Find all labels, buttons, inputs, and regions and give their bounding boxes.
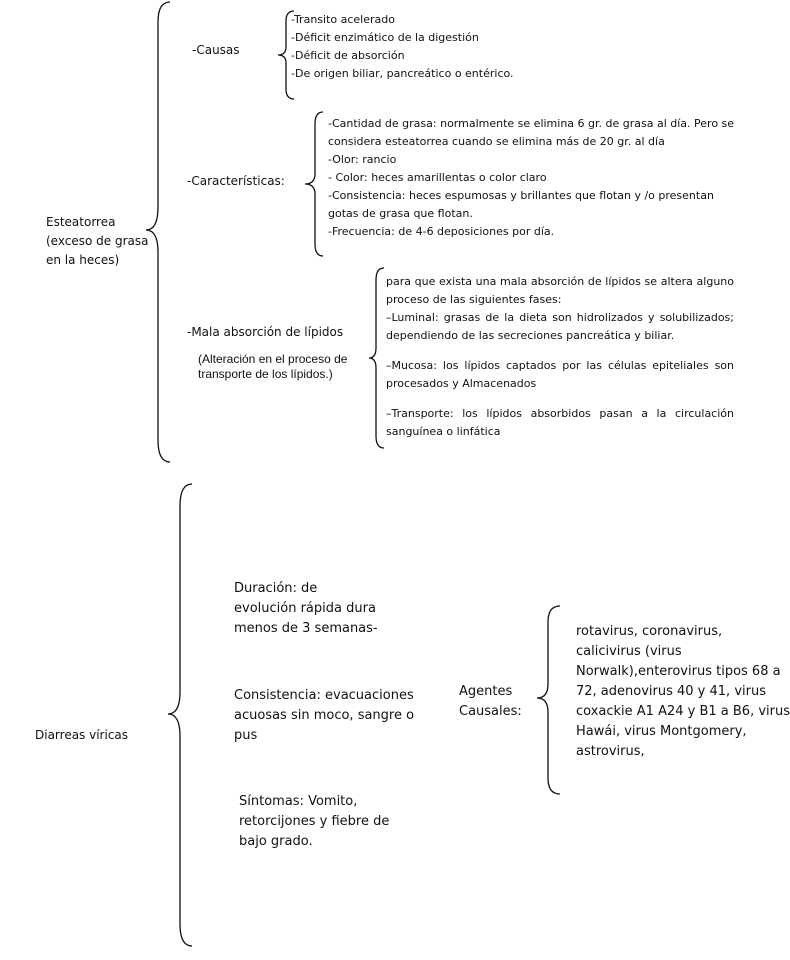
agentes-line: rotavirus, coronavirus, [576, 624, 723, 639]
causas-list [291, 11, 514, 83]
diarreas-title: Diarreas víricas [35, 728, 129, 742]
fase-mucosa [386, 357, 734, 393]
sintomas-block [239, 792, 389, 852]
sintomas-line: retorcijones y fiebre de [239, 814, 390, 829]
consistencia-line: acuosas sin moco, sangre o [234, 708, 415, 723]
mala-absorcion-note-1: (Alteración en el proceso de [198, 352, 348, 366]
caracteristicas-item: gotas de grasa que flotan. [328, 207, 473, 220]
mala-absorcion-note [198, 352, 347, 382]
agentes-line: astrovirus, [576, 744, 645, 759]
caracteristicas-label: -Características: [187, 174, 285, 188]
caracteristicas-item: -Olor: rancio [328, 153, 397, 166]
esteatorrea-title: Esteatorrea [46, 215, 116, 229]
agentes-line: Norwalk),enterovirus tipos 68 a [576, 664, 781, 679]
fase-name: –Luminal [386, 311, 435, 324]
caracteristicas-item: -Frecuencia: de 4-6 deposiciones por día. [328, 225, 555, 238]
esteatorrea-title-block [46, 213, 148, 270]
fase-text: : los lípidos absorbidos pasan a la circulación sanguínea o linfática [386, 407, 734, 438]
mala-absorcion-label: -Mala absorción de lípidos [187, 325, 344, 339]
consistencia-line: Consistencia: evacuaciones [234, 688, 414, 703]
mala-absorcion-note-2: transporte de los lípidos.) [198, 367, 333, 381]
caracteristicas-item: -Consistencia: heces espumosas y brillantes que flotan y /o presentan [328, 189, 714, 202]
causas-item: -Déficit enzimático de la digestión [291, 31, 479, 44]
consistencia-line: pus [234, 728, 258, 743]
caracteristicas-item: -Cantidad de grasa: normalmente se elimina 6 gr. de grasa al día. Pero se [328, 117, 735, 130]
caracteristicas-item: considera esteatorrea cuando se elimina más de 20 gr. al día [328, 135, 665, 148]
fase-text: : grasas de la dieta son hidrolizados y solubilizados; dependiendo de las secreciones pancreática y biliar. [386, 311, 734, 342]
mala-absorcion-brace [368, 268, 386, 450]
causas-label: -Causas [192, 43, 240, 57]
duracion-line: menos de 3 semanas- [234, 621, 378, 636]
fase-text: : los lípidos captados por las células epiteliales son procesados y Almacenados [386, 359, 734, 390]
duracion-line: evolución rápida dura [234, 601, 376, 616]
sintomas-line: Síntomas: Vomito, [239, 794, 358, 809]
causas-item: -Déficit de absorción [291, 49, 405, 62]
diarreas-main-brace [166, 484, 196, 946]
agentes-line: Hawái, virus Montgomery, [576, 724, 747, 739]
agentes-line: 72, adenovirus 40 y 41, virus [576, 684, 766, 699]
agentes-brace [536, 606, 562, 796]
sintomas-line: bajo grado. [239, 834, 313, 849]
fase-name: –Mucosa [386, 359, 434, 372]
agentes-line: calicivirus (virus [576, 644, 682, 659]
esteatorrea-subtitle-1: (exceso de grasa [46, 234, 149, 248]
caracteristicas-brace [303, 112, 325, 258]
caracteristicas-item: - Color: heces amarillentas o color claro [328, 171, 547, 184]
duracion-block [234, 579, 378, 639]
fase-luminal [386, 309, 734, 345]
causas-item: -Transito acelerado [291, 13, 395, 26]
fase-transporte [386, 405, 734, 441]
causas-item: -De origen biliar, pancreático o entérico. [291, 67, 514, 80]
caracteristicas-list [328, 115, 734, 241]
agentes-line: coxackie A1 A24 y B1 a B6, virus [576, 704, 790, 719]
agentes-label [459, 682, 522, 722]
agentes-label-line: Causales: [459, 704, 522, 719]
fase-name: –Transporte [386, 407, 450, 420]
agentes-label-line: Agentes [459, 684, 513, 699]
mala-absorcion-detail [386, 273, 734, 441]
mala-absorcion-intro: para que exista una mala absorción de lípidos se altera alguno proceso de las siguientes fases: [386, 275, 734, 306]
consistencia-block [234, 686, 414, 746]
esteatorrea-main-brace [144, 2, 174, 462]
agentes-list [576, 622, 790, 762]
esteatorrea-subtitle-2: en la heces) [46, 253, 120, 267]
duracion-line: Duración: de [234, 581, 318, 596]
